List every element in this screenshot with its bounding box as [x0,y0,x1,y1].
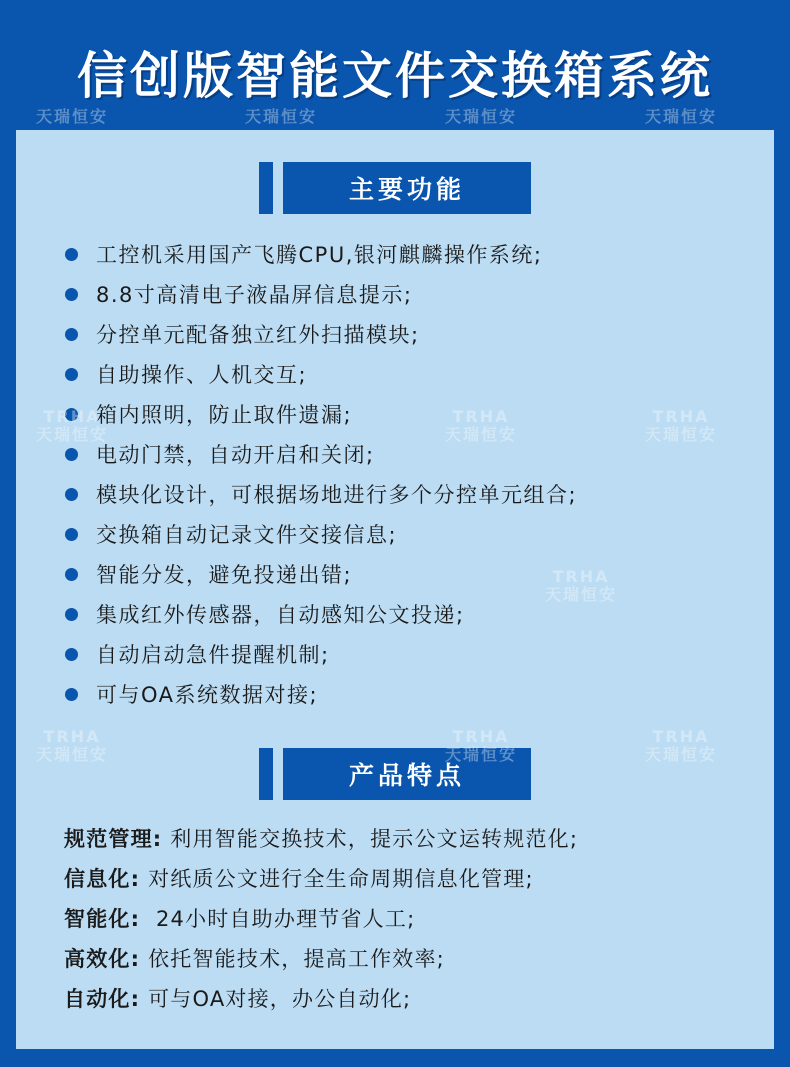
feature-text: 工控机采用国产飞腾CPU,银河麒麟操作系统; [96,243,543,267]
watermark: TRHA 天瑞恒安 [445,727,518,764]
watermark: 天瑞恒安 [36,107,109,126]
characteristic-term: 规范管理: [64,827,163,851]
feature-item [65,394,577,434]
watermark: TRHA 天瑞恒安 [645,407,718,444]
characteristic-item [64,858,578,898]
characteristic-term: 信息化: [64,867,141,891]
section-marker [259,748,273,800]
bullet-icon [65,488,78,501]
feature-text: 分控单元配备独立红外扫描模块; [96,323,420,347]
characteristic-item [64,978,578,1018]
feature-item [65,554,577,594]
feature-text: 自助操作、人机交互; [96,363,308,387]
feature-item [65,274,577,314]
features-title: 主要功能 [283,162,531,214]
bullet-icon [65,688,78,701]
feature-text: 可与OA系统数据对接; [96,683,319,707]
feature-item [65,354,577,394]
watermark: 天瑞恒安 [245,107,318,126]
bullet-icon [65,288,78,301]
characteristic-desc: 对纸质公文进行全生命周期信息化管理; [140,867,534,891]
characteristic-term: 智能化: [64,907,141,931]
feature-text: 8.8寸高清电子液晶屏信息提示; [96,283,413,307]
bullet-icon [65,328,78,341]
features-list [65,234,577,714]
feature-item [65,234,577,274]
feature-item [65,474,577,514]
characteristic-item [64,938,578,978]
feature-item [65,314,577,354]
characteristic-item [64,818,578,858]
watermark: TRHA 天瑞恒安 [36,727,109,764]
feature-text: 智能分发，避免投递出错; [96,563,353,587]
feature-text: 电动门禁，自动开启和关闭; [96,443,375,467]
feature-text: 交换箱自动记录文件交接信息; [96,523,398,547]
page-title: 信创版智能文件交换箱系统 [77,47,713,105]
feature-text: 模块化设计，可根据场地进行多个分控单元组合; [96,483,578,507]
section-marker [259,162,273,214]
characteristic-item [64,898,578,938]
watermark: TRHA 天瑞恒安 [445,407,518,444]
feature-text: 箱内照明，防止取件遗漏; [96,403,353,427]
bullet-icon [65,528,78,541]
feature-item [65,514,577,554]
bullet-icon [65,448,78,461]
feature-item [65,594,577,634]
bullet-icon [65,648,78,661]
characteristic-desc: 利用智能交换技术，提示公文运转规范化; [162,827,579,851]
watermark: TRHA 天瑞恒安 [545,567,618,604]
feature-item [65,634,577,674]
bullet-icon [65,408,78,421]
watermark: 天瑞恒安 [645,107,718,126]
bullet-icon [65,568,78,581]
feature-item [65,434,577,474]
characteristics-section-header [259,748,531,800]
watermark: 天瑞恒安 [445,107,518,126]
characteristic-term: 自动化: [64,987,141,1011]
feature-text: 集成红外传感器，自动感知公文投递; [96,603,465,627]
characteristics-list [64,818,578,1018]
feature-item [65,674,577,714]
bullet-icon [65,248,78,261]
characteristic-desc: 可与OA对接，办公自动化; [140,987,412,1011]
feature-text: 自动启动急件提醒机制; [96,643,330,667]
features-section-header [259,162,531,214]
characteristic-term: 高效化: [64,947,141,971]
bullet-icon [65,368,78,381]
characteristics-title: 产品特点 [283,748,531,800]
watermark: TRHA 天瑞恒安 [645,727,718,764]
bullet-icon [65,608,78,621]
characteristic-desc: 依托智能技术，提高工作效率; [140,947,445,971]
characteristic-desc: 24小时自助办理节省人工; [140,907,416,931]
watermark: TRHA 天瑞恒安 [36,407,109,444]
